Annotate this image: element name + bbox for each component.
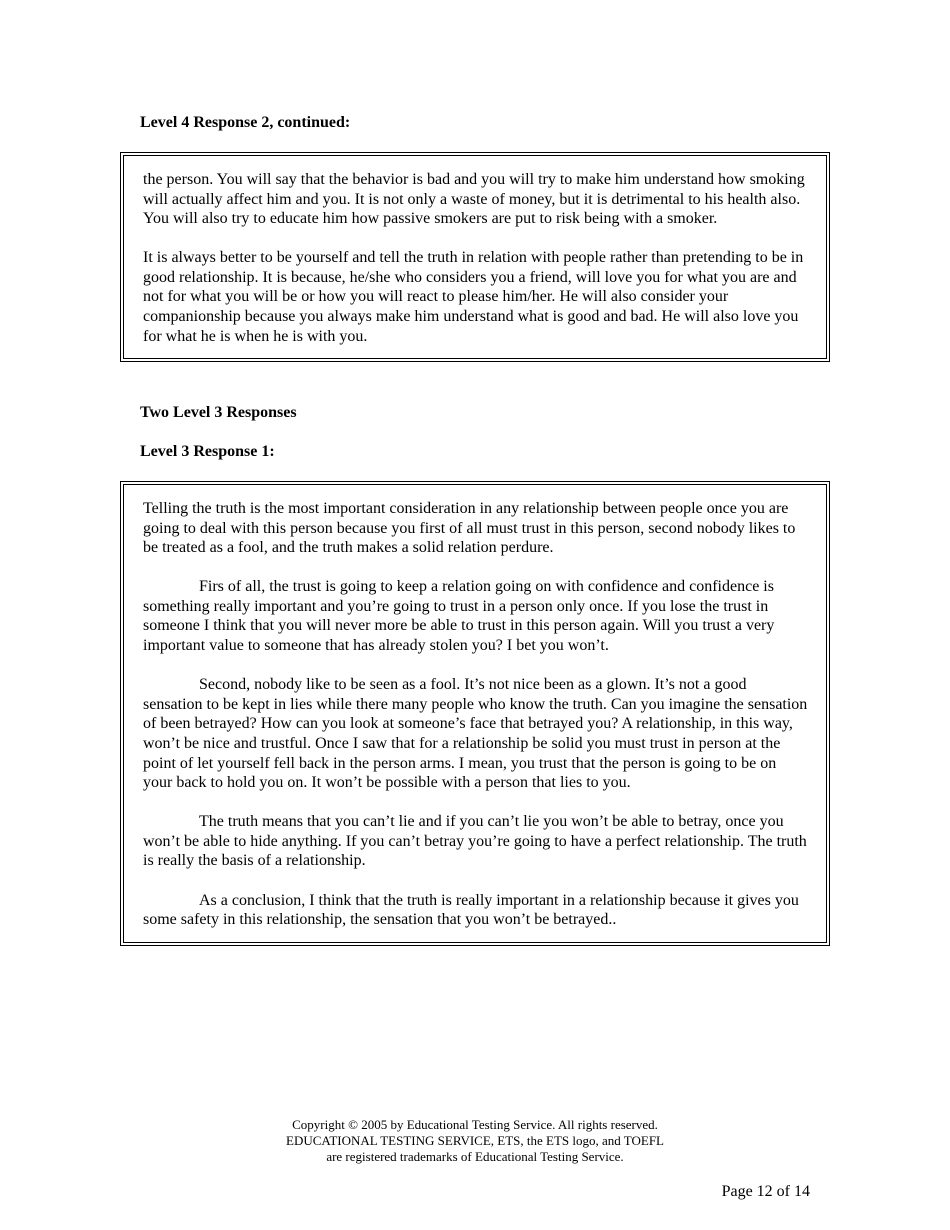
copyright-line: Copyright © 2005 by Educational Testing Service. All rights reserved.: [292, 1117, 658, 1132]
section-heading-level3-response1: Level 3 Response 1:: [140, 443, 275, 460]
trademark-line: EDUCATIONAL TESTING SERVICE, ETS, the ETS logo, and TOEFL: [286, 1133, 664, 1148]
response-paragraph: Telling the truth is the most important consideration in any relationship between people once you are going to deal with this person because you first of all must trust in this person, second nobody likes to be treated as a fool, and the truth makes a solid relation perdure.: [143, 500, 796, 557]
response-paragraph: The truth means that you can’t lie and if you can’t lie you won’t be able to betray, once you won’t be able to hide anything. If you can’t betray you’re going to have a perfect relationship. The truth is really the basis of a relationship.: [143, 813, 807, 870]
response-paragraph: Second, nobody like to be seen as a fool. It’s not nice been as a glown. It’s not a good sensation to be kept in lies while there many people who know the truth. Can you imagine the sensation of been betrayed? How can you look at someone’s face that betrayed you? A relationship, in this way, won’t be nice and trustful. Once I saw that for a relationship be solid you must trust in person at the point of let yourself fell back in the person arms. I mean, you trust that the person is going to be on your back to hold you on. It won’t be possible with a person that lies to you.: [143, 676, 808, 792]
trademark-line: are registered trademarks of Educational Testing Service.: [326, 1149, 624, 1164]
response-paragraph: As a conclusion, I think that the truth is really important in a relationship because it gives you some safety in this relationship, the sensation that you won’t be betrayed..: [143, 891, 799, 929]
section-heading-level4-response2: Level 4 Response 2, continued:: [140, 114, 351, 131]
response-paragraph: the person. You will say that the behavior is bad and you will try to make him understand how smoking will actually affect him and you. It is not only a waste of money, but it is detrimental to his health also. You will also try to educate him how passive smokers are put to risk being with a smoker.: [143, 171, 805, 228]
response-box-level3-response1: [120, 481, 830, 946]
copyright-footer: [0, 1117, 950, 1165]
response-paragraph: Firs of all, the trust is going to keep a relation going on with confidence and confidence is something really important and you’re going to trust in a person only once. If you lose the trust in someone I think that you will never more be able to trust in this person again. Will you trust a very important value to someone that has already stolen you? I bet you won’t.: [143, 578, 775, 655]
page-number: Page 12 of 14: [721, 1183, 810, 1200]
response-box-level4-response2: [120, 152, 830, 362]
section-heading-two-level3-responses: Two Level 3 Responses: [140, 404, 297, 421]
response-paragraph: It is always better to be yourself and tell the truth in relation with people rather than pretending to be in good relationship. It is because, he/she who considers you a friend, will love you for what you are and not for what you will be or how you will react to please him/her. He will also consider your companionship because you always make him understand what is good and bad. He will also love you for what he is when he is with you.: [143, 249, 804, 345]
